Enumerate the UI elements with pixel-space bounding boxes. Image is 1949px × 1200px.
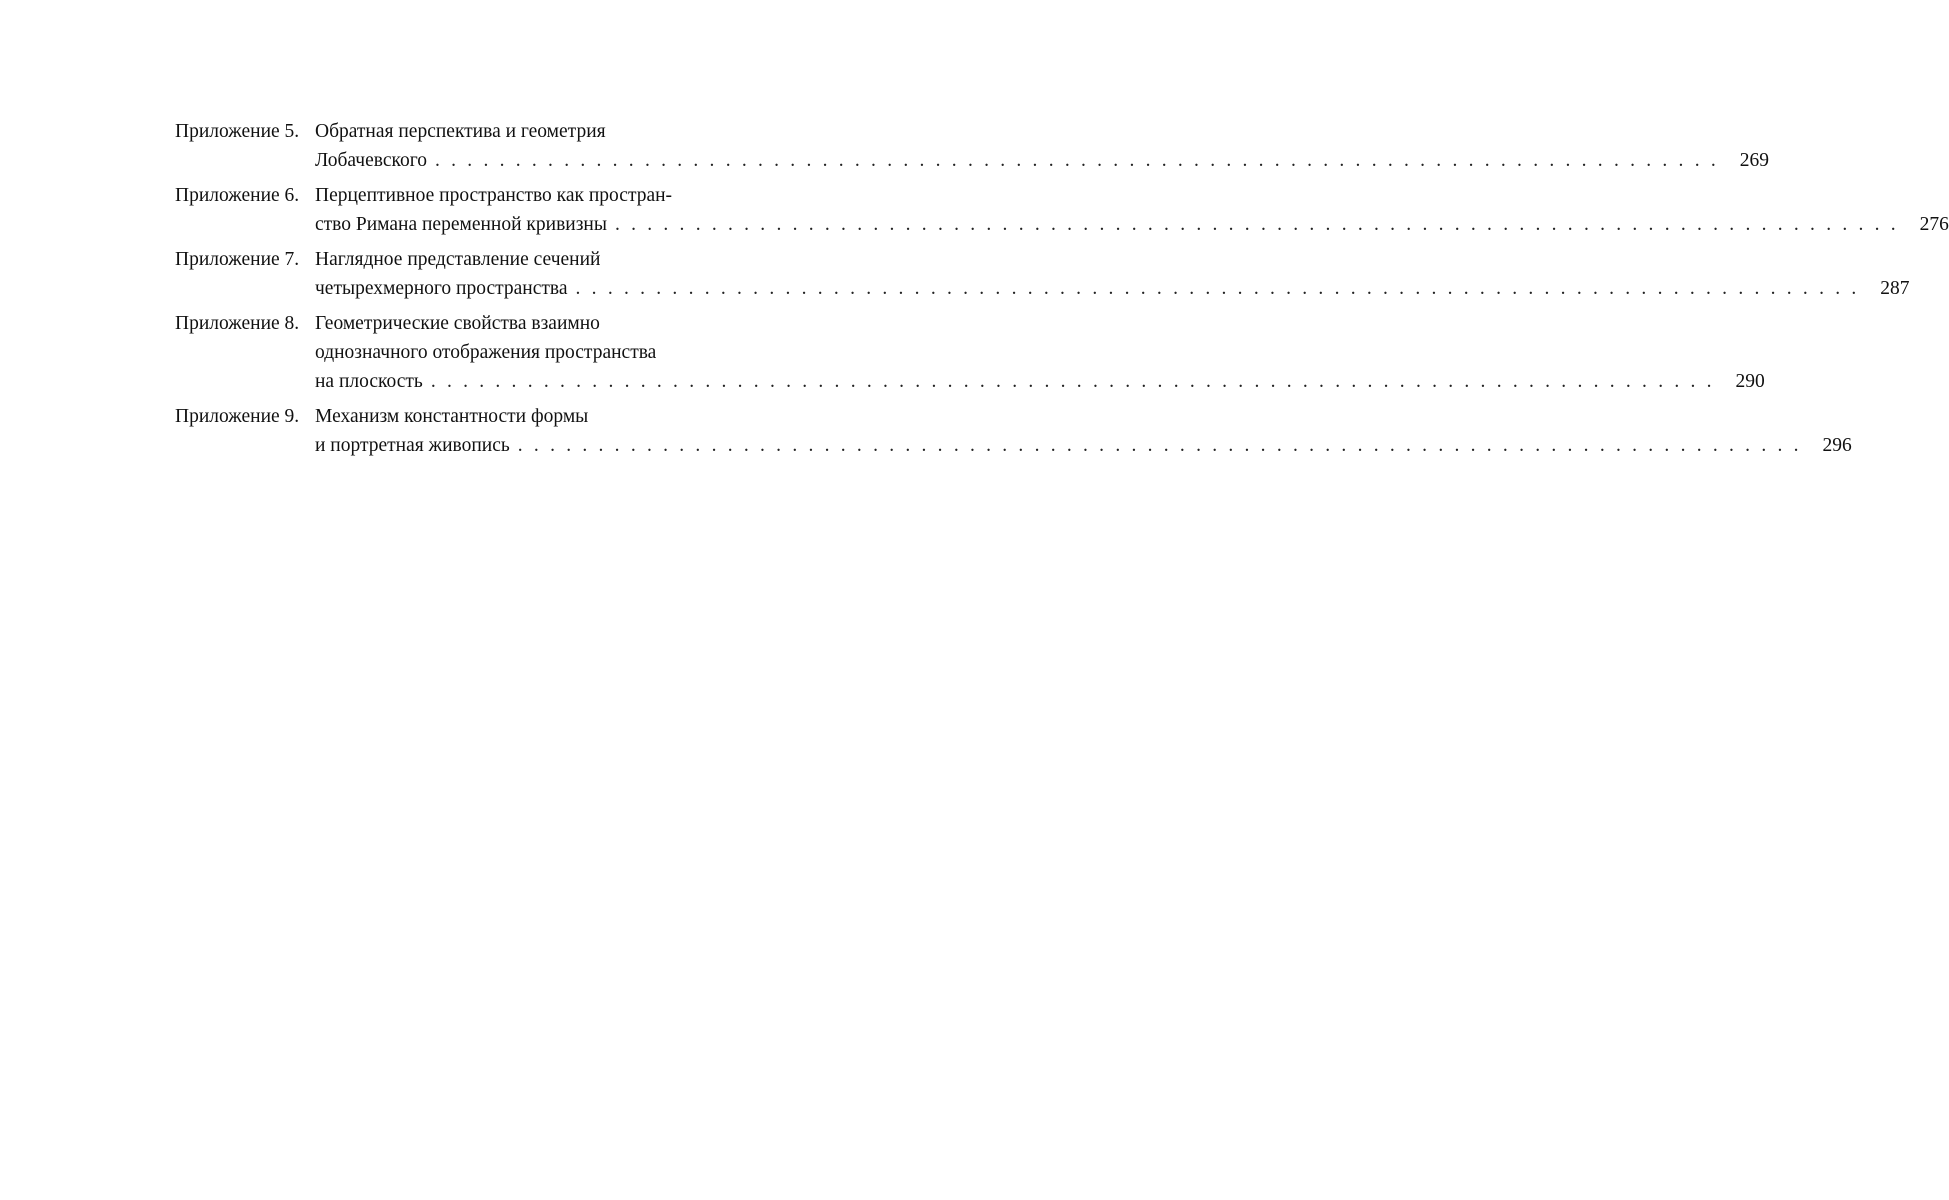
toc-entry-last-line (315, 210, 1949, 239)
toc-entry-appendix-8[interactable] (175, 309, 1765, 396)
toc-entry-title (315, 181, 1949, 239)
toc-page-number: 290 (1735, 371, 1765, 392)
toc-entry-title-line: Наглядное представление сечений (315, 249, 601, 270)
toc-entry-title-line: Перцептивное пространство как простран- (315, 185, 673, 206)
toc-entry-last-line (315, 431, 1852, 460)
toc-entry-title (315, 402, 1852, 460)
toc-entry-prefix: Приложение 6. (175, 185, 300, 206)
toc-entry-prefix: Приложение 9. (175, 406, 300, 427)
dot-leader: . . . . . . . . . . . . . . . . . . . . . . . . . . . . . . . . . . . . . . . . . . . . . . . . . . . . . . . . . . . . . . . . . . . . . . . . . . . . . . . . (430, 371, 1715, 392)
toc-entry-title-line: и портретная живопись (315, 435, 510, 456)
toc-page-number: 296 (1822, 435, 1852, 456)
toc-page-number: 276 (1919, 214, 1949, 235)
toc-entry-appendix-7[interactable] (175, 245, 1910, 303)
toc-entry-prefix: Приложение 7. (175, 249, 300, 270)
toc-entry-title-line: Лобачевского (315, 150, 427, 171)
toc-page-number: 287 (1880, 278, 1910, 299)
toc-entry-title-line: Механизм константности формы (315, 406, 589, 427)
toc-entry-title-line: на плоскость (315, 371, 423, 392)
toc-entry-prefix: Приложение 5. (175, 121, 300, 142)
dot-leader: . . . . . . . . . . . . . . . . . . . . . . . . . . . . . . . . . . . . . . . . . . . . . . . . . . . . . . . . . . . . . . . . . . . . . . . . . . . . . . . . (614, 214, 1899, 235)
toc-entry-title (315, 117, 1769, 175)
toc-entry-appendix-6[interactable] (175, 181, 1949, 239)
toc-entry-title-line: ство Римана переменной кривизны (315, 214, 607, 235)
toc-entry-title-line: Обратная перспектива и геометрия (315, 121, 606, 142)
dot-leader: . . . . . . . . . . . . . . . . . . . . . . . . . . . . . . . . . . . . . . . . . . . . . . . . . . . . . . . . . . . . . . . . . . . . . . . . . . . . . . . . (575, 278, 1860, 299)
toc-entry-last-line (315, 274, 1909, 303)
toc-entry-prefix: Приложение 8. (175, 313, 300, 334)
toc-entry-title-line: четырехмерного пространства (315, 278, 568, 299)
toc-entry-title-line: однозначного отображения пространства (315, 342, 657, 363)
toc-entry-title (315, 245, 1909, 303)
toc-entry-title-line: Геометрические свойства взаимно (315, 313, 600, 334)
dot-leader: . . . . . . . . . . . . . . . . . . . . . . . . . . . . . . . . . . . . . . . . . . . . . . . . . . . . . . . . . . . . . . . . . . . . . . . . . . . . . . . . (435, 150, 1719, 171)
toc-entry-title (315, 309, 1765, 396)
toc-entry-last-line (315, 367, 1765, 396)
toc-entry-appendix-9[interactable] (175, 402, 1852, 460)
table-of-contents (175, 117, 1949, 466)
dot-leader: . . . . . . . . . . . . . . . . . . . . . . . . . . . . . . . . . . . . . . . . . . . . . . . . . . . . . . . . . . . . . . . . . . . . . . . . . . . . . . . . (517, 435, 1802, 456)
toc-entry-appendix-5[interactable] (175, 117, 1769, 175)
toc-entry-last-line (315, 146, 1769, 175)
toc-page-number: 269 (1739, 150, 1769, 171)
